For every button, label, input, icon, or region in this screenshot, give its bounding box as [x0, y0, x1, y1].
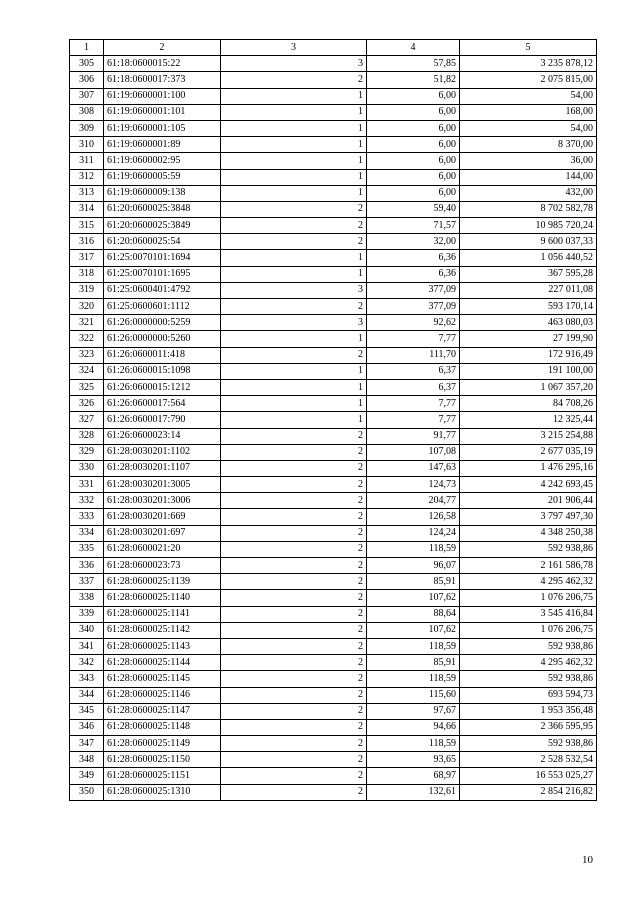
count-cell: 2	[221, 460, 367, 476]
value-cell: 1 476 295,16	[460, 460, 597, 476]
row-number-cell: 312	[70, 169, 104, 185]
count-cell: 1	[221, 331, 367, 347]
cadastral-id-cell: 61:25:0600601:1112	[104, 299, 221, 315]
area-cell: 6,00	[367, 137, 460, 153]
row-number-cell: 320	[70, 299, 104, 315]
cadastral-id-cell: 61:20:0600025:3848	[104, 201, 221, 217]
table-row	[70, 525, 597, 541]
row-number-cell: 325	[70, 379, 104, 395]
row-number-cell: 308	[70, 104, 104, 120]
count-cell: 2	[221, 687, 367, 703]
cadastral-id-cell: 61:28:0030201:3006	[104, 493, 221, 509]
count-cell: 2	[221, 541, 367, 557]
table-row	[70, 428, 597, 444]
cadastral-id-cell: 61:18:0600017:373	[104, 72, 221, 88]
row-number-cell: 319	[70, 282, 104, 298]
table-row	[70, 396, 597, 412]
area-cell: 6,00	[367, 185, 460, 201]
value-cell: 693 594,73	[460, 687, 597, 703]
area-cell: 97,67	[367, 703, 460, 719]
area-cell: 85,91	[367, 574, 460, 590]
cadastral-id-cell: 61:28:0600025:1148	[104, 719, 221, 735]
row-number-cell: 335	[70, 541, 104, 557]
value-cell: 172 916,49	[460, 347, 597, 363]
table-body	[70, 56, 597, 801]
table-row	[70, 88, 597, 104]
value-cell: 3 215 254,88	[460, 428, 597, 444]
table-row	[70, 574, 597, 590]
table-row	[70, 606, 597, 622]
row-number-cell: 321	[70, 315, 104, 331]
table-row	[70, 736, 597, 752]
value-cell: 54,00	[460, 88, 597, 104]
area-cell: 88,64	[367, 606, 460, 622]
count-cell: 1	[221, 250, 367, 266]
area-cell: 6,00	[367, 153, 460, 169]
count-cell: 1	[221, 412, 367, 428]
count-cell: 1	[221, 396, 367, 412]
cadastral-id-cell: 61:26:0600011:418	[104, 347, 221, 363]
count-cell: 1	[221, 266, 367, 282]
table-row	[70, 590, 597, 606]
row-number-cell: 311	[70, 153, 104, 169]
cadastral-id-cell: 61:25:0070101:1694	[104, 250, 221, 266]
count-cell: 2	[221, 299, 367, 315]
table-row	[70, 250, 597, 266]
cadastral-id-cell: 61:26:0600017:790	[104, 412, 221, 428]
area-cell: 71,57	[367, 218, 460, 234]
cadastral-id-cell: 61:26:0600017:564	[104, 396, 221, 412]
value-cell: 593 170,14	[460, 299, 597, 315]
row-number-cell: 318	[70, 266, 104, 282]
row-number-cell: 343	[70, 671, 104, 687]
cadastral-id-cell: 61:25:0600401:4792	[104, 282, 221, 298]
row-number-cell: 330	[70, 460, 104, 476]
cadastral-id-cell: 61:26:0600015:1212	[104, 379, 221, 395]
value-cell: 1 076 206,75	[460, 622, 597, 638]
count-cell: 2	[221, 784, 367, 800]
count-cell: 3	[221, 282, 367, 298]
count-cell: 2	[221, 606, 367, 622]
count-cell: 1	[221, 104, 367, 120]
area-cell: 6,00	[367, 120, 460, 136]
value-cell: 201 906,44	[460, 493, 597, 509]
row-number-cell: 339	[70, 606, 104, 622]
cadastral-id-cell: 61:28:0600025:1151	[104, 768, 221, 784]
cadastral-id-cell: 61:28:0600025:1310	[104, 784, 221, 800]
count-cell: 2	[221, 347, 367, 363]
value-cell: 1 067 357,20	[460, 379, 597, 395]
value-cell: 1 953 356,48	[460, 703, 597, 719]
table-row	[70, 185, 597, 201]
cadastral-id-cell: 61:19:0600005:59	[104, 169, 221, 185]
count-cell: 2	[221, 428, 367, 444]
table-row	[70, 671, 597, 687]
table-row	[70, 622, 597, 638]
value-cell: 36,00	[460, 153, 597, 169]
cadastral-id-cell: 61:19:0600009:138	[104, 185, 221, 201]
value-cell: 54,00	[460, 120, 597, 136]
table-row	[70, 752, 597, 768]
value-cell: 27 199,90	[460, 331, 597, 347]
value-cell: 3 797 497,30	[460, 509, 597, 525]
count-cell: 2	[221, 509, 367, 525]
value-cell: 191 100,00	[460, 363, 597, 379]
count-cell: 1	[221, 137, 367, 153]
cadastral-id-cell: 61:28:0600025:1145	[104, 671, 221, 687]
page-number: 10	[582, 854, 593, 866]
cadastral-id-cell: 61:28:0600025:1139	[104, 574, 221, 590]
area-cell: 7,77	[367, 412, 460, 428]
value-cell: 16 553 025,27	[460, 768, 597, 784]
row-number-cell: 346	[70, 719, 104, 735]
row-number-cell: 323	[70, 347, 104, 363]
row-number-cell: 348	[70, 752, 104, 768]
column-header-value: 5	[460, 40, 597, 56]
value-cell: 9 600 037,33	[460, 234, 597, 250]
count-cell: 2	[221, 525, 367, 541]
row-number-cell: 340	[70, 622, 104, 638]
cadastral-id-cell: 61:28:0600023:73	[104, 558, 221, 574]
count-cell: 2	[221, 218, 367, 234]
area-cell: 132,61	[367, 784, 460, 800]
row-number-cell: 306	[70, 72, 104, 88]
table-row	[70, 282, 597, 298]
row-number-cell: 332	[70, 493, 104, 509]
area-cell: 107,08	[367, 444, 460, 460]
row-number-cell: 349	[70, 768, 104, 784]
count-cell: 2	[221, 444, 367, 460]
table-row	[70, 347, 597, 363]
cadastral-id-cell: 61:28:0030201:1107	[104, 460, 221, 476]
area-cell: 59,40	[367, 201, 460, 217]
count-cell: 1	[221, 363, 367, 379]
count-cell: 2	[221, 655, 367, 671]
cadastral-id-cell: 61:19:0600001:101	[104, 104, 221, 120]
value-cell: 84 708,26	[460, 396, 597, 412]
row-number-cell: 337	[70, 574, 104, 590]
count-cell: 1	[221, 379, 367, 395]
table-header-row	[70, 40, 597, 56]
value-cell: 227 011,08	[460, 282, 597, 298]
row-number-cell: 344	[70, 687, 104, 703]
cadastral-id-cell: 61:28:0030201:669	[104, 509, 221, 525]
count-cell: 2	[221, 72, 367, 88]
cadastral-id-cell: 61:28:0600025:1143	[104, 638, 221, 654]
row-number-cell: 350	[70, 784, 104, 800]
cadastral-id-cell: 61:28:0600025:1144	[104, 655, 221, 671]
cadastral-id-cell: 61:28:0600025:1147	[104, 703, 221, 719]
cadastral-id-cell: 61:26:0000000:5259	[104, 315, 221, 331]
cadastral-id-cell: 61:26:0600015:1098	[104, 363, 221, 379]
table-row	[70, 137, 597, 153]
row-number-cell: 333	[70, 509, 104, 525]
count-cell: 2	[221, 493, 367, 509]
table-row	[70, 655, 597, 671]
count-cell: 1	[221, 153, 367, 169]
count-cell: 2	[221, 558, 367, 574]
value-cell: 10 985 720,24	[460, 218, 597, 234]
count-cell: 2	[221, 736, 367, 752]
area-cell: 118,59	[367, 736, 460, 752]
cadastral-id-cell: 61:25:0070101:1695	[104, 266, 221, 282]
value-cell: 3 545 416,84	[460, 606, 597, 622]
area-cell: 93,65	[367, 752, 460, 768]
count-cell: 2	[221, 622, 367, 638]
value-cell: 2 075 815,00	[460, 72, 597, 88]
table-row	[70, 509, 597, 525]
table-row	[70, 703, 597, 719]
area-cell: 92,62	[367, 315, 460, 331]
cadastral-id-cell: 61:28:0030201:3005	[104, 477, 221, 493]
row-number-cell: 331	[70, 477, 104, 493]
value-cell: 2 677 035,19	[460, 444, 597, 460]
count-cell: 3	[221, 315, 367, 331]
area-cell: 124,73	[367, 477, 460, 493]
cadastral-id-cell: 61:28:0600025:1149	[104, 736, 221, 752]
count-cell: 2	[221, 719, 367, 735]
table-row	[70, 104, 597, 120]
row-number-cell: 328	[70, 428, 104, 444]
table-row	[70, 379, 597, 395]
value-cell: 4 295 462,32	[460, 655, 597, 671]
table-row	[70, 56, 597, 72]
area-cell: 124,24	[367, 525, 460, 541]
area-cell: 91,77	[367, 428, 460, 444]
area-cell: 6,00	[367, 169, 460, 185]
area-cell: 115,60	[367, 687, 460, 703]
area-cell: 6,37	[367, 379, 460, 395]
value-cell: 168,00	[460, 104, 597, 120]
area-cell: 118,59	[367, 671, 460, 687]
column-header-area: 4	[367, 40, 460, 56]
table-row	[70, 153, 597, 169]
row-number-cell: 314	[70, 201, 104, 217]
count-cell: 2	[221, 703, 367, 719]
table-row	[70, 558, 597, 574]
table-row	[70, 299, 597, 315]
row-number-cell: 324	[70, 363, 104, 379]
value-cell: 367 595,28	[460, 266, 597, 282]
count-cell: 2	[221, 671, 367, 687]
count-cell: 1	[221, 120, 367, 136]
cadastral-id-cell: 61:20:0600025:54	[104, 234, 221, 250]
table-row	[70, 444, 597, 460]
value-cell: 592 938,86	[460, 671, 597, 687]
table-row	[70, 234, 597, 250]
value-cell: 12 325,44	[460, 412, 597, 428]
cadastral-id-cell: 61:28:0600025:1140	[104, 590, 221, 606]
area-cell: 147,63	[367, 460, 460, 476]
row-number-cell: 347	[70, 736, 104, 752]
row-number-cell: 326	[70, 396, 104, 412]
table-row	[70, 477, 597, 493]
row-number-cell: 322	[70, 331, 104, 347]
area-cell: 96,07	[367, 558, 460, 574]
value-cell: 3 235 878,12	[460, 56, 597, 72]
count-cell: 2	[221, 201, 367, 217]
row-number-cell: 305	[70, 56, 104, 72]
area-cell: 51,82	[367, 72, 460, 88]
value-cell: 2 528 532,54	[460, 752, 597, 768]
cadastral-id-cell: 61:19:0600002:95	[104, 153, 221, 169]
cadastral-id-cell: 61:28:0600025:1141	[104, 606, 221, 622]
table-row	[70, 363, 597, 379]
table-row	[70, 687, 597, 703]
table-row	[70, 541, 597, 557]
area-cell: 204,77	[367, 493, 460, 509]
area-cell: 7,77	[367, 331, 460, 347]
row-number-cell: 316	[70, 234, 104, 250]
count-cell: 2	[221, 768, 367, 784]
area-cell: 107,62	[367, 622, 460, 638]
count-cell: 3	[221, 56, 367, 72]
value-cell: 463 080,03	[460, 315, 597, 331]
row-number-cell: 345	[70, 703, 104, 719]
cadastral-id-cell: 61:28:0600025:1146	[104, 687, 221, 703]
table-row	[70, 719, 597, 735]
value-cell: 2 854 216,82	[460, 784, 597, 800]
table-row	[70, 266, 597, 282]
area-cell: 6,36	[367, 250, 460, 266]
count-cell: 2	[221, 638, 367, 654]
value-cell: 8 370,00	[460, 137, 597, 153]
area-cell: 6,37	[367, 363, 460, 379]
row-number-cell: 341	[70, 638, 104, 654]
count-cell: 2	[221, 590, 367, 606]
count-cell: 2	[221, 752, 367, 768]
value-cell: 8 702 582,78	[460, 201, 597, 217]
area-cell: 6,00	[367, 104, 460, 120]
count-cell: 1	[221, 185, 367, 201]
row-number-cell: 334	[70, 525, 104, 541]
cadastral-id-cell: 61:20:0600025:3849	[104, 218, 221, 234]
cadastral-id-cell: 61:18:0600015:22	[104, 56, 221, 72]
count-cell: 2	[221, 234, 367, 250]
cadastral-id-cell: 61:28:0030201:697	[104, 525, 221, 541]
value-cell: 432,00	[460, 185, 597, 201]
column-header-number: 1	[70, 40, 104, 56]
count-cell: 1	[221, 88, 367, 104]
value-cell: 592 938,86	[460, 736, 597, 752]
area-cell: 111,70	[367, 347, 460, 363]
row-number-cell: 313	[70, 185, 104, 201]
row-number-cell: 315	[70, 218, 104, 234]
value-cell: 2 366 595,95	[460, 719, 597, 735]
count-cell: 2	[221, 574, 367, 590]
row-number-cell: 317	[70, 250, 104, 266]
area-cell: 94,66	[367, 719, 460, 735]
table-row	[70, 768, 597, 784]
table-row	[70, 412, 597, 428]
table-row	[70, 169, 597, 185]
area-cell: 377,09	[367, 299, 460, 315]
column-header-count: 3	[221, 40, 367, 56]
area-cell: 32,00	[367, 234, 460, 250]
table-row	[70, 493, 597, 509]
table-row	[70, 638, 597, 654]
cadastral-id-cell: 61:28:0600025:1142	[104, 622, 221, 638]
table-row	[70, 120, 597, 136]
table-row	[70, 218, 597, 234]
row-number-cell: 309	[70, 120, 104, 136]
row-number-cell: 336	[70, 558, 104, 574]
row-number-cell: 329	[70, 444, 104, 460]
cadastral-id-cell: 61:28:0600025:1150	[104, 752, 221, 768]
value-cell: 4 348 250,38	[460, 525, 597, 541]
table-row	[70, 331, 597, 347]
data-table	[69, 39, 597, 801]
area-cell: 6,36	[367, 266, 460, 282]
cadastral-id-cell: 61:28:0030201:1102	[104, 444, 221, 460]
table-row	[70, 315, 597, 331]
value-cell: 4 242 693,45	[460, 477, 597, 493]
column-header-cadastral-id: 2	[104, 40, 221, 56]
table-row	[70, 201, 597, 217]
area-cell: 85,91	[367, 655, 460, 671]
count-cell: 1	[221, 169, 367, 185]
value-cell: 2 161 586,78	[460, 558, 597, 574]
count-cell: 2	[221, 477, 367, 493]
area-cell: 377,09	[367, 282, 460, 298]
cadastral-id-cell: 61:19:0600001:100	[104, 88, 221, 104]
table-row	[70, 460, 597, 476]
area-cell: 6,00	[367, 88, 460, 104]
row-number-cell: 327	[70, 412, 104, 428]
cadastral-id-cell: 61:26:0600023:14	[104, 428, 221, 444]
cadastral-id-cell: 61:19:0600001:89	[104, 137, 221, 153]
value-cell: 144,00	[460, 169, 597, 185]
value-cell: 592 938,86	[460, 541, 597, 557]
value-cell: 592 938,86	[460, 638, 597, 654]
row-number-cell: 342	[70, 655, 104, 671]
row-number-cell: 307	[70, 88, 104, 104]
area-cell: 126,58	[367, 509, 460, 525]
cadastral-id-cell: 61:28:0600021:20	[104, 541, 221, 557]
value-cell: 1 076 206,75	[460, 590, 597, 606]
value-cell: 1 056 440,52	[460, 250, 597, 266]
row-number-cell: 338	[70, 590, 104, 606]
area-cell: 57,85	[367, 56, 460, 72]
value-cell: 4 295 462,32	[460, 574, 597, 590]
table-row	[70, 72, 597, 88]
area-cell: 107,62	[367, 590, 460, 606]
table-row	[70, 784, 597, 800]
area-cell: 68,97	[367, 768, 460, 784]
cadastral-id-cell: 61:26:0000000:5260	[104, 331, 221, 347]
cadastral-id-cell: 61:19:0600001:105	[104, 120, 221, 136]
area-cell: 7,77	[367, 396, 460, 412]
area-cell: 118,59	[367, 541, 460, 557]
area-cell: 118,59	[367, 638, 460, 654]
row-number-cell: 310	[70, 137, 104, 153]
